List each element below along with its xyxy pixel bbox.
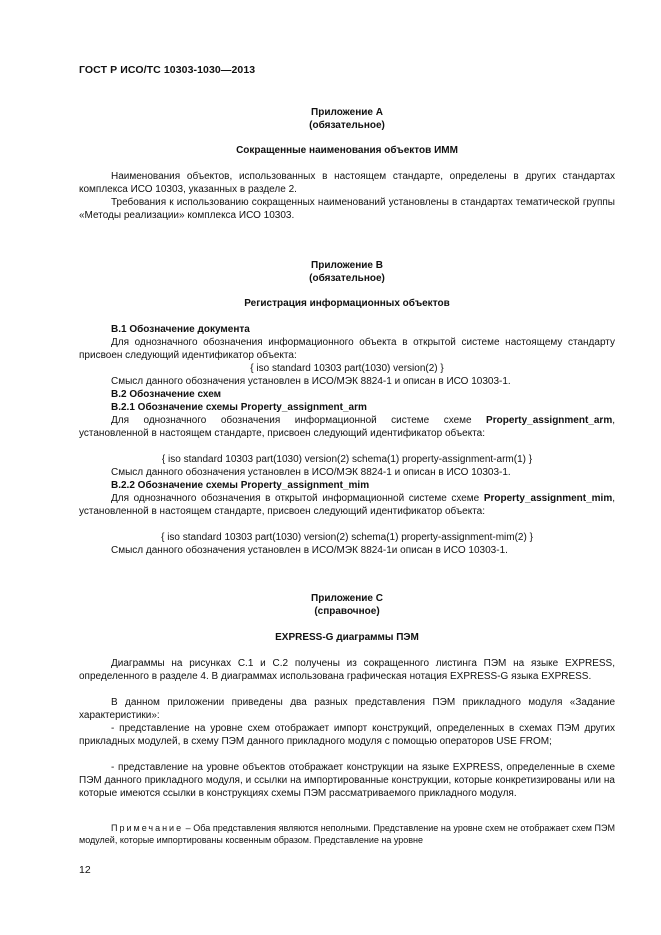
section-b22-text-pre: Для однозначного обозначения в открытой информационной системе схеме <box>111 493 484 504</box>
appendix-a-title: Приложение А <box>311 107 383 118</box>
appendix-c-title: Приложение С <box>311 593 383 604</box>
section-b21-identifier: { iso standard 10303 part(1030) version(2) schema(1) property-assignment-arm(1) } <box>161 454 533 465</box>
appendix-c-heading: EXPRESS-G диаграммы ПЭМ <box>275 632 419 643</box>
appendix-a-heading: Сокращенные наименования объектов ИММ <box>236 145 458 156</box>
appendix-c-list-item-1: - представление на уровне схем отображает импорт конструкций, определенных в схемах ПЭМ других прикладных модулей, в схему ПЭМ данного прикладного модуля с помощью операторов USE FROM; <box>79 723 615 747</box>
section-b21-meaning: Смысл данного обозначения установлен в ИСО/МЭК 8824-1 и описан в ИСО 10303-1. <box>111 467 511 478</box>
appendix-c-status: (справочное) <box>314 606 380 617</box>
section-b2-heading: В.2 Обозначение схем <box>111 389 222 400</box>
schema-name-arm: Property_assignment_arm <box>486 415 613 426</box>
schema-name-mim: Property_assignment_mim <box>483 493 613 504</box>
appendix-c-list-item-2: - представление на уровне объектов отображает конструкции на языке EXPRESS, определенные в схеме ПЭМ данного прикладного модуля, и ссылки на импортированные конструкции, которые конкретизированы или на которые имеются ссылки в конструкциях схемы ПЭМ рассматриваемого прикладного модуля. <box>79 762 615 799</box>
note-text: – Оба представления являются неполными. Представление на уровне схем не отображает схем ПЭМ модулей, которые импортированы косвенным образом. Представление на уровне <box>79 823 615 845</box>
section-b22-text-post: , установленной в настоящем стандарте, присвоен следующий идентификатор объекта: <box>79 493 615 517</box>
appendix-a-paragraph-1: Наименования объектов, использованных в настоящем стандарте, определены в других стандартах комплекса ИСО 10303, указанных в разделе 2. <box>79 171 615 195</box>
section-b22-meaning: Смысл данного обозначения установлен в ИСО/МЭК 8824-1и описан в ИСО 10303-1. <box>111 545 508 556</box>
section-b21-text <box>79 414 615 440</box>
appendix-a-status: (обязательное) <box>309 120 385 131</box>
section-b1-meaning: Смысл данного обозначения установлен в ИСО/МЭК 8824-1 и описан в ИСО 10303-1. <box>111 376 511 387</box>
appendix-c-note <box>79 822 615 846</box>
section-b21-text-pre: Для однозначного обозначения информационной системе схеме <box>111 415 487 426</box>
note-label: Примечание <box>111 823 184 833</box>
section-b21-heading: В.2.1 Обозначение схемы Property_assignment_arm <box>111 402 367 413</box>
appendix-b-status: (обязательное) <box>309 273 385 284</box>
section-b1-identifier: { iso standard 10303 part(1030) version(2) } <box>250 363 444 374</box>
section-b1-heading: В.1 Обозначение документа <box>111 324 250 335</box>
section-b22-identifier: { iso standard 10303 part(1030) version(2) schema(1) property-assignment-mim(2) } <box>161 532 533 543</box>
section-b1-text: Для однозначного обозначения информационного объекта в открытой системе настоящему стандарту присвоен следующий идентификатор объекта: <box>79 337 615 361</box>
appendix-b-heading: Регистрация информационных объектов <box>244 298 450 309</box>
document-header: ГОСТ Р ИСО/ТС 10303-1030—2013 <box>79 64 256 76</box>
section-b22-text <box>79 492 615 518</box>
section-b21-text-post: , установленной в настоящем стандарте, присвоен следующий идентификатор объекта: <box>79 415 615 439</box>
page-number: 12 <box>79 864 91 876</box>
appendix-b-title: Приложение В <box>311 260 383 271</box>
appendix-c-paragraph-1: Диаграммы на рисунках С.1 и С.2 получены из сокращенного листинга ПЭМ на языке EXPRESS, определенного в разделе 4. В диаграммах использована графическая нотация EXPRESS-G языка EXPRESS. <box>79 658 615 682</box>
appendix-a-paragraph-2: Требования к использованию сокращенных наименований установлены в стандартах тематической группы «Методы реализации» комплекса ИСО 10303. <box>79 197 615 221</box>
section-b22-heading: В.2.2 Обозначение схемы Property_assignment_mim <box>111 480 370 491</box>
appendix-c-paragraph-2: В данном приложении приведены два разных представления ПЭМ прикладного модуля «Задание характеристики»: <box>79 697 615 721</box>
